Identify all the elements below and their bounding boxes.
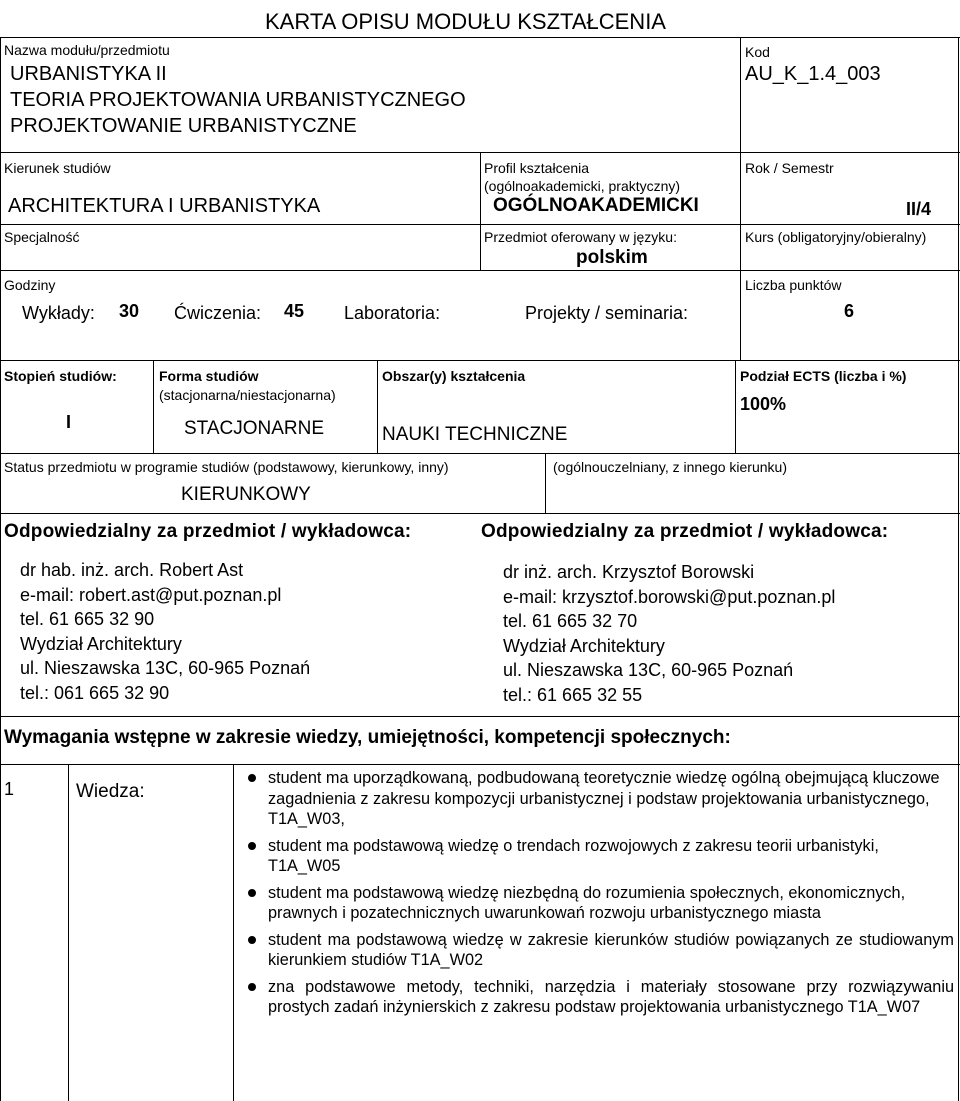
divider	[0, 37, 1, 1101]
responsible-right-phone-2: tel.: 61 665 32 55	[503, 684, 643, 705]
responsible-left-email: e-mail: robert.ast@put.poznan.pl	[20, 584, 282, 605]
bullet-icon	[248, 889, 256, 897]
ects-value: 100%	[740, 394, 787, 414]
forma-sub: (stacjonarna/niestacjonarna)	[159, 387, 336, 403]
ects-label: Podział ECTS (liczba i %)	[740, 368, 907, 384]
responsible-left-address: ul. Nieszawska 13C, 60-965 Poznań	[20, 658, 311, 678]
divider	[0, 716, 960, 717]
status-label-right: (ogólnouczelniany, z innego kierunku)	[553, 459, 787, 475]
responsible-right-name: dr inż. arch. Krzysztof Borowski	[503, 562, 755, 582]
wyklady-value: 30	[119, 301, 140, 321]
wyklady-label: Wykłady:	[22, 303, 95, 323]
obszar-label: Obszar(y) kształcenia	[382, 368, 526, 384]
responsible-right-address: ul. Nieszawska 13C, 60-965 Poznań	[503, 660, 794, 680]
list-item	[246, 977, 954, 1018]
forma-value: STACJONARNE	[184, 418, 325, 439]
list-item	[246, 930, 954, 971]
list-item-text: zna podstawowe metody, techniki, narzędzia i materiały stosowane przy rozwiązywaniu prostych zadań inżynierskich z zakresu podstaw projektowania urbanistycznego T1A_W07	[268, 977, 954, 1016]
projekty-label: Projekty / seminaria:	[525, 303, 689, 323]
stopien-label: Stopień studiów:	[4, 368, 117, 384]
bullet-icon	[248, 842, 256, 850]
forma-label: Forma studiów	[159, 368, 259, 384]
requirements-row-number: 1	[4, 779, 15, 799]
responsible-left-phone: tel. 61 665 32 90	[20, 609, 155, 629]
jezyk-value: polskim	[576, 247, 648, 268]
laboratoria-label: Laboratoria:	[344, 303, 441, 323]
kierunek-value: ARCHITEKTURA I URBANISTYKA	[8, 195, 321, 217]
cwiczenia-value: 45	[284, 301, 305, 321]
module-name-label: Nazwa modułu/przedmiotu	[4, 42, 170, 58]
list-item	[246, 836, 954, 877]
godziny-label: Godziny	[4, 277, 56, 293]
responsible-right-contact	[503, 560, 835, 707]
divider	[0, 764, 960, 765]
divider	[545, 453, 546, 513]
rok-label: Rok / Semestr	[745, 160, 834, 176]
responsible-left-phone-2: tel.: 061 665 32 90	[20, 682, 170, 703]
jezyk-label: Przedmiot oferowany w języku:	[484, 229, 677, 245]
responsible-left-contact	[20, 558, 310, 705]
bullet-icon	[248, 774, 256, 782]
module-name-1: URBANISTYKA II	[10, 63, 167, 85]
responsible-right-email: e-mail: krzysztof.borowski@put.poznan.pl	[503, 586, 836, 607]
requirements-heading: Wymagania wstępne w zakresie wiedzy, umiejętności, kompetencji społecznych:	[4, 727, 731, 748]
obszar-value: NAUKI TECHNICZNE	[382, 424, 568, 445]
rok-value: II/4	[906, 199, 932, 219]
responsible-right-heading: Odpowiedzialny za przedmiot / wykładowca:	[481, 521, 889, 542]
list-item	[246, 768, 954, 830]
punkty-value: 6	[844, 301, 855, 321]
responsible-right-phone: tel. 61 665 32 70	[503, 611, 638, 631]
profil-label: Profil kształcenia	[484, 160, 590, 176]
kurs-label: Kurs (obligatoryjny/obieralny)	[745, 229, 927, 245]
punkty-label: Liczba punktów	[745, 277, 842, 293]
code-value: AU_K_1.4_003	[745, 63, 881, 85]
profil-value: OGÓLNOAKADEMICKI	[493, 195, 699, 216]
divider	[0, 37, 960, 38]
list-item	[246, 883, 954, 924]
responsible-left-heading: Odpowiedzialny za przedmiot / wykładowca:	[4, 521, 412, 542]
requirements-row-label: Wiedza:	[76, 781, 145, 802]
responsible-left-faculty: Wydział Architektury	[20, 633, 182, 654]
divider	[958, 37, 959, 1101]
list-item-text: student ma podstawową wiedzę niezbędną do rozumienia społecznych, ekonomicznych, prawnych i pozatechnicznych uwarunkowań rozwoju urbanistycznego miasta	[268, 883, 906, 922]
divider	[68, 764, 69, 1101]
status-label: Status przedmiotu w programie studiów (podstawowy, kierunkowy, inny)	[4, 459, 449, 475]
requirements-list	[246, 768, 954, 1024]
responsible-right-faculty: Wydział Architektury	[503, 635, 665, 656]
page-title: KARTA OPISU MODUŁU KSZTAŁCENIA	[265, 9, 666, 34]
status-value: KIERUNKOWY	[181, 484, 311, 505]
divider	[233, 764, 234, 1101]
cwiczenia-label: Ćwiczenia:	[174, 303, 262, 323]
stopien-value: I	[66, 412, 72, 432]
list-item-text: student ma podstawową wiedzę w zakresie kierunków studiów powiązanych ze studiowanym kierunkiem studiów T1A_W02	[268, 930, 954, 969]
responsible-left-name: dr hab. inż. arch. Robert Ast	[20, 560, 244, 580]
divider	[0, 270, 960, 271]
list-item-text: student ma podstawową wiedzę o trendach rozwojowych z zakresu teorii urbanistyki, T1A_W05	[268, 836, 879, 875]
module-name-3: PROJEKTOWANIE URBANISTYCZNE	[10, 115, 357, 137]
specjalnosc-label: Specjalność	[4, 229, 80, 245]
bullet-icon	[248, 936, 256, 944]
divider	[740, 37, 741, 360]
divider	[735, 360, 736, 453]
divider	[153, 360, 154, 453]
kierunek-label: Kierunek studiów	[4, 160, 111, 176]
divider	[377, 360, 378, 453]
profil-sub: (ogólnoakademicki, praktyczny)	[484, 178, 681, 194]
divider	[0, 453, 960, 454]
divider	[0, 360, 960, 361]
list-item-text: student ma uporządkowaną, podbudowaną teoretycznie wiedzę ogólną obejmującą kluczowe zagadnienia z zakresu kompozycji urbanistycznej i podstaw projektowania urbanistycznego, T1A_W03,	[268, 769, 940, 828]
module-name-2: TEORIA PROJEKTOWANIA URBANISTYCZNEGO	[10, 89, 466, 111]
code-label: Kod	[745, 44, 770, 60]
bullet-icon	[248, 983, 256, 991]
divider	[480, 152, 481, 270]
divider	[0, 513, 960, 514]
